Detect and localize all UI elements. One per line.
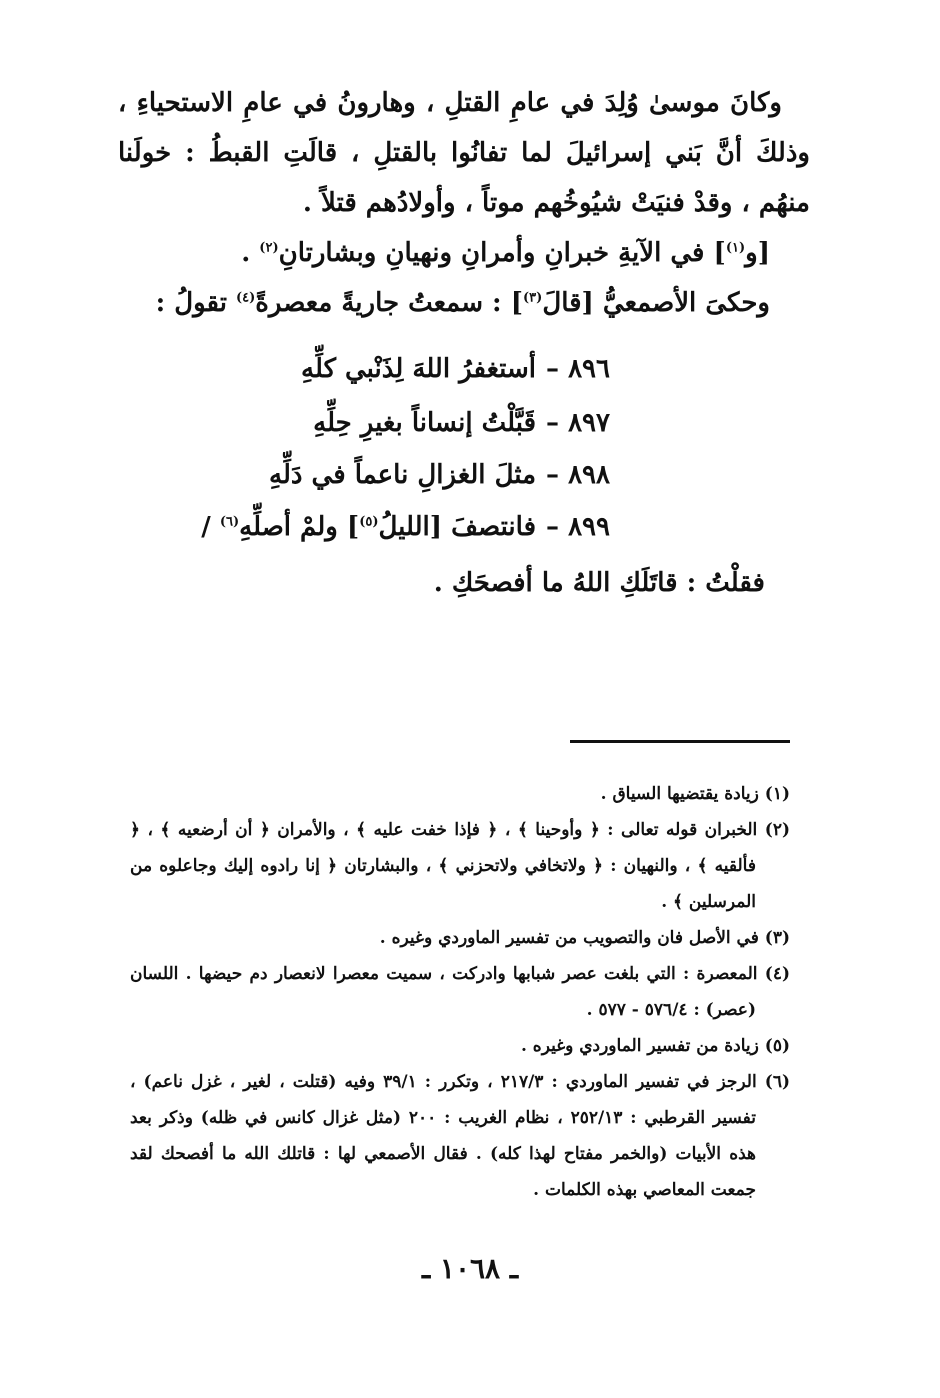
verse-count-line: [و$^{(١)}$] في الآيةِ خبرانِ وأمرانِ ونهيانِ وبشارتانِ$^{(٢)}$ . bbox=[241, 238, 770, 268]
footnote-divider bbox=[570, 740, 790, 743]
footnote-ref-5: (٥) bbox=[359, 514, 379, 530]
verse-898 bbox=[269, 460, 610, 490]
verse-896 bbox=[301, 354, 610, 384]
verse-text: قَبَّلْتُ إنساناً بغيرِ حِلِّهِ bbox=[313, 408, 537, 438]
footnote-ref-4: (٤) bbox=[236, 290, 256, 306]
footnotes bbox=[130, 776, 790, 1208]
footnote-ref-1: (١) bbox=[725, 240, 746, 256]
footnote-ref-2: (٢) bbox=[259, 240, 279, 256]
asmai-line: وحكىَ الأصمعيُّ [قالَ$^{(٣)}$] : سمعتُ جاريةً معصرةً$^{(٤)}$ تقولُ : bbox=[155, 288, 770, 318]
footnote-6: (٦) الرجز في تفسير الماوردي : ٢١٧/٣ ، وتكرر : ٣٩/١ وفيه (قتلت ، لغير ، غزل ناعم) ، تفسير القرطبي : ٢٥٢/١٣ ، نظام الغريب : ٢٠٠ (مثل غزال كانس في ظله) وذكر بعد هذه الأبيات (والخمر مفتاح لهذا كله) . فقال الأصمعي لها : قاتلك الله ما أفصحك لقد جمعت المعاصي بهذه الكلمات . bbox=[130, 1072, 791, 1200]
verse-text: فانتصفَ [الليلُ bbox=[378, 512, 537, 542]
footnote-4: (٤) المعصرة : التي بلغت عصر شبابها وادركت ، سميت معصرا لانعصار دم حيضها . اللسان (عصر) : ٥٧٦/٤ - ٥٧٧ . bbox=[130, 964, 790, 1020]
footnote-ref-3: (٣) bbox=[523, 290, 543, 306]
footnote-ref-6: (٦) bbox=[219, 514, 240, 530]
main-text bbox=[118, 78, 810, 328]
verse-number: ٨٩٩ – bbox=[546, 512, 610, 542]
verse-number: ٨٩٦ – bbox=[546, 354, 610, 384]
verse-text: أستغفرُ اللهَ لِذَنْبي كلِّهِ bbox=[301, 354, 537, 384]
footnote-3: (٣) في الأصل فان والتصويب من تفسير الماوردي وغيره . bbox=[379, 928, 790, 948]
verse-text: مثلَ الغزالِ ناعماً في دَلِّهِ bbox=[269, 460, 537, 490]
page-number: ـ ١٠٦٨ ـ bbox=[421, 1252, 519, 1285]
footnote-1: (١) زيادة يقتضيها السياق . bbox=[600, 784, 790, 804]
closing-line: فقلْتُ : قاتَلَكِ اللهُ ما أفصحَكِ . bbox=[433, 568, 765, 598]
footnote-5: (٥) زيادة من تفسير الماوردي وغيره . bbox=[520, 1036, 790, 1056]
opening-paragraph: وكانَ موسىٰ وُلِدَ في عامِ القتلِ ، وهارونُ في عامِ الاستحياءِ ، وذلكَ أنَّ بَني إسرائيلَ لما تفانُوا بالقتلِ ، قالَتِ القبطُ : خولَنا منهُم ، وقدْ فنيَتْ شيُوخُهم موتاً ، وأولادُهم قتلاً . bbox=[118, 88, 810, 218]
verse-number: ٨٩٨ – bbox=[546, 460, 610, 490]
verse-899: ٨٩٩ –فانتصفَ [الليلُ$^{(٥)}$] ولمْ أصلِّهِ$^{(٦)}$ / bbox=[201, 512, 610, 542]
verse-number: ٨٩٧ – bbox=[546, 408, 610, 438]
verse-897 bbox=[313, 408, 610, 438]
footnote-2: (٢) الخبران قوله تعالى : ﴿ وأوحينا ﴾ ، ﴿ فإذا خفت عليه ﴾ ، والأمران ﴿ أن أرضعيه ﴾ ، ﴿ فألقيه ﴾ ، والنهيان : ﴿ ولاتخافي ولاتحزني ﴾ ، والبشارتان ﴿ إنا رادوه إليك وجاعلوه من المرسلين ﴾ . bbox=[130, 820, 790, 912]
